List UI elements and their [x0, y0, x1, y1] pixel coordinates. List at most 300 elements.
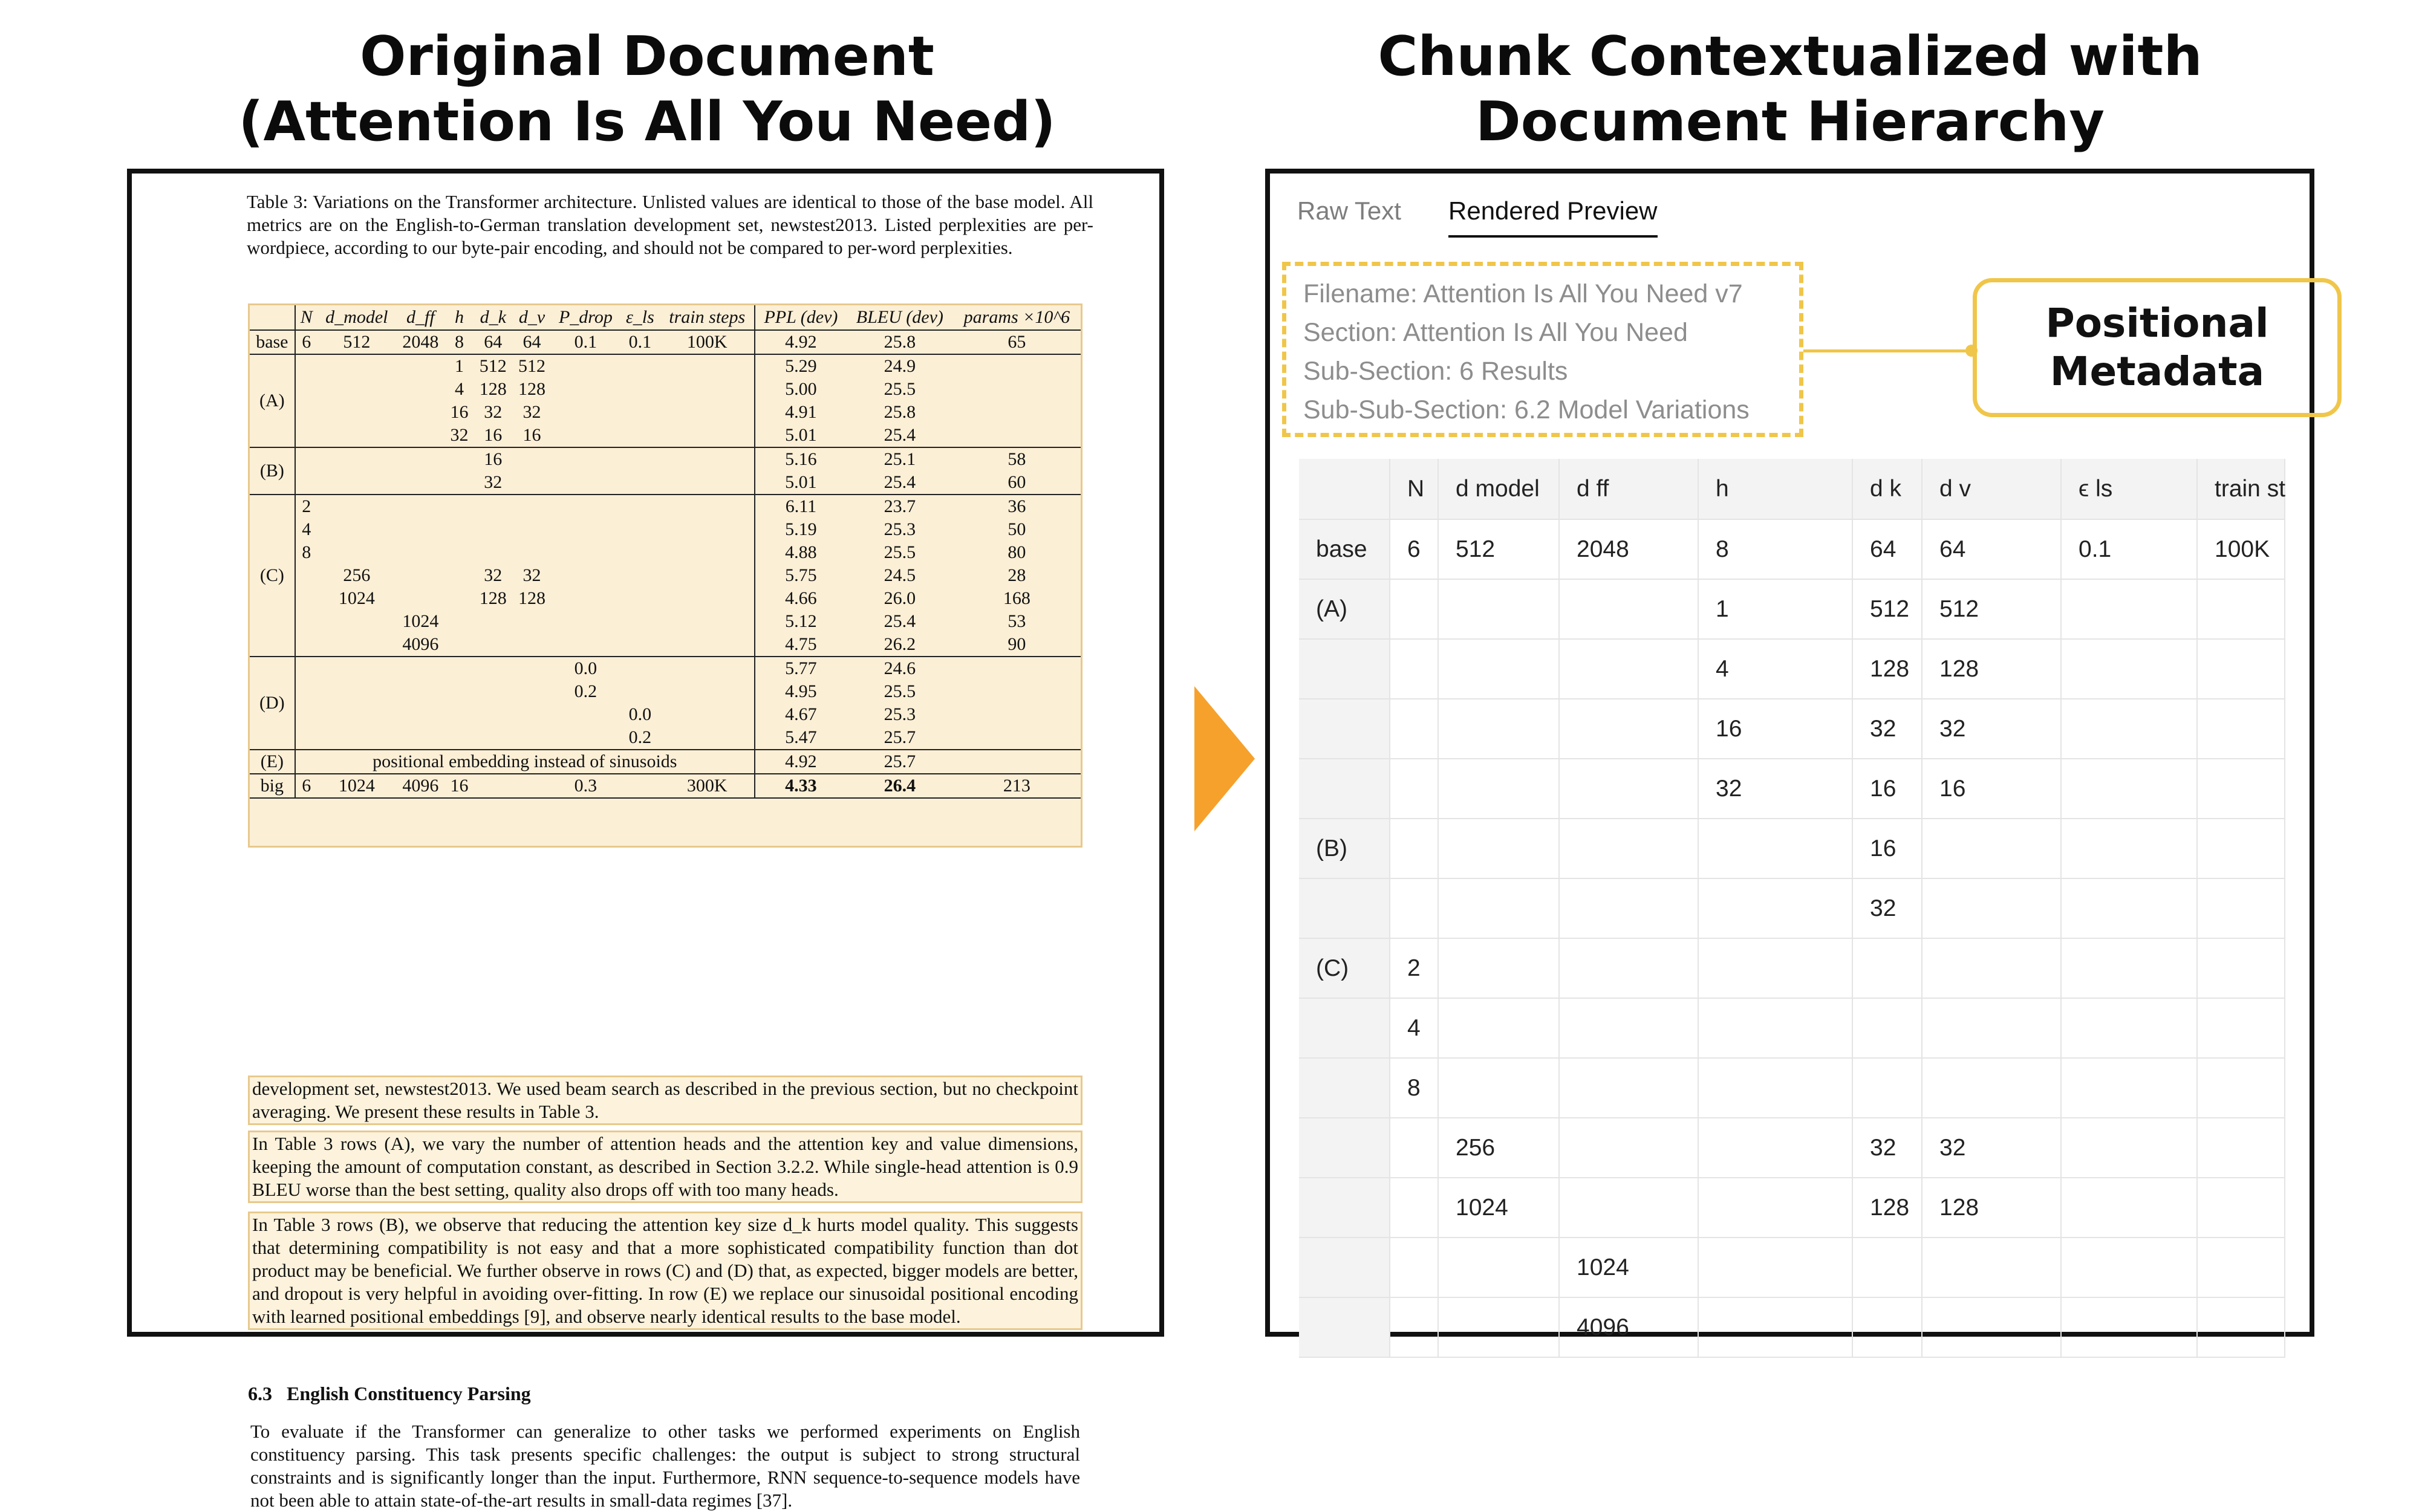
- rendered-table-row: [1299, 699, 2285, 759]
- rendered-table-cell: [1438, 699, 1559, 759]
- rendered-table-cell: [1698, 1058, 1852, 1118]
- paper-table-cell: 1024: [402, 611, 439, 631]
- paper-table-cell: 60: [1008, 472, 1026, 492]
- paper-table-cell: [953, 703, 1081, 726]
- paper-table-cell: 2048: [402, 332, 439, 352]
- paper-table-cell: 2: [295, 495, 317, 518]
- paper-table-cell: [512, 471, 551, 495]
- rendered-table-cell: 256: [1438, 1118, 1559, 1178]
- paper-table-cell: 300K: [660, 774, 755, 798]
- paper-table-cell: [474, 774, 512, 798]
- rendered-table-cell: [1559, 878, 1698, 938]
- rendered-table-row: [1299, 1238, 2285, 1297]
- rendered-table-cell: [2061, 1178, 2197, 1238]
- paper-table-cell: [660, 354, 755, 378]
- paper-table-row: [250, 657, 1081, 680]
- paper-table-cell: [953, 378, 1081, 401]
- paper-table-cell: 32: [484, 402, 503, 422]
- rendered-table-cell: [2197, 579, 2285, 639]
- paper-table-cell: 8: [455, 332, 464, 352]
- paper-table-cell: 25.3: [884, 519, 916, 539]
- paper-table-cell: 4096: [396, 774, 445, 798]
- paper-table-cell: 5.16: [755, 447, 847, 471]
- rendered-table-cell: [2197, 998, 2285, 1058]
- rendered-table-cell: 64: [1922, 519, 2061, 579]
- paper-table-cell: 32: [523, 565, 541, 585]
- rendered-table-cell: [1438, 1058, 1559, 1118]
- positional-metadata-box: [1282, 262, 1803, 437]
- rendered-table-row: [1299, 878, 2285, 938]
- paper-table-cell: [552, 587, 620, 610]
- right-heading-line-1: Chunk Contextualized with: [1378, 25, 2202, 88]
- paper-table-cell: 0.0: [552, 657, 620, 680]
- section-title: English Constituency Parsing: [287, 1383, 531, 1404]
- rendered-table-cell: [1559, 938, 1698, 998]
- paper-table-cell: [512, 657, 551, 680]
- rendered-table-cell: [2197, 699, 2285, 759]
- rendered-table-row: [1299, 1178, 2285, 1238]
- paper-table-cell: [660, 680, 755, 703]
- rendered-table-cell: (A): [1299, 579, 1390, 639]
- left-heading-line-2: (Attention Is All You Need): [238, 90, 1056, 154]
- rendered-table-cell: 16: [1852, 759, 1922, 819]
- paper-table-cell: 5.01: [755, 424, 847, 447]
- paragraph-chunk-2: In Table 3 rows (A), we vary the number of attention heads and the attention key and value dimensions, keeping the amount of computation constant, as described in Section 3.2.2. While single-head attention is 0.9 BLEU worse than the best setting, quality also drops off with too many heads.: [248, 1131, 1083, 1203]
- paper-table-cell: [660, 587, 755, 610]
- paper-table-cell: [660, 424, 755, 447]
- rendered-table-cell: [1390, 579, 1438, 639]
- paper-table-cell: 25.4: [884, 611, 916, 631]
- paper-table-cell: [552, 726, 620, 750]
- paper-table-cell: 64: [523, 332, 541, 352]
- paper-table-header: params ×10^6: [953, 305, 1081, 330]
- rendered-table-cell: [2061, 639, 2197, 699]
- paper-table-cell: 25.5: [884, 681, 916, 701]
- rendered-table-cell: [1299, 1238, 1390, 1297]
- rendered-table-row: [1299, 759, 2285, 819]
- rendered-table-cell: [1698, 1297, 1852, 1357]
- paper-table-cell: [512, 495, 551, 518]
- paper-table-cell: 25.1: [847, 447, 953, 471]
- paper-table-header: d_model: [317, 305, 396, 330]
- rendered-table-cell: [2197, 1178, 2285, 1238]
- paper-table-cell: [512, 447, 551, 471]
- paper-table-cell: 16: [484, 425, 503, 445]
- rendered-table-cell: [1852, 1297, 1922, 1357]
- left-heading-line-1: Original Document: [360, 25, 934, 88]
- rendered-table-cell: [1922, 998, 2061, 1058]
- paper-table-cell: 5.29: [755, 354, 847, 378]
- paper-table-highlight: [248, 303, 1083, 848]
- paper-table-cell: [620, 424, 660, 447]
- paper-table-cell: [317, 354, 396, 378]
- paper-table-cell: [552, 378, 620, 401]
- paper-table-cell: 100K: [686, 332, 728, 352]
- rendered-table-header: d ff: [1559, 459, 1698, 519]
- paper-table-cell: 0.2: [628, 727, 652, 747]
- paper-table-cell: [953, 750, 1081, 774]
- paper-table-cell: 25.4: [884, 425, 916, 445]
- rendered-table-cell: [1438, 938, 1559, 998]
- paper-table-cell: 4.92: [755, 750, 847, 774]
- paper-table-cell: [396, 401, 445, 424]
- paper-table-cell: 5.75: [755, 564, 847, 587]
- rendered-table-cell: [2197, 1058, 2285, 1118]
- paper-table-cell: 4.75: [755, 633, 847, 657]
- paper-table-cell: 16: [445, 774, 474, 798]
- rendered-table-cell: 4096: [1559, 1297, 1698, 1357]
- paper-group-label: (A): [250, 354, 295, 447]
- rendered-table-cell: 100K: [2197, 519, 2285, 579]
- right-heading-line-2: Document Hierarchy: [1475, 90, 2105, 154]
- rendered-table-cell: 512: [1438, 519, 1559, 579]
- right-heading: [1270, 24, 2310, 155]
- rendered-table-container[interactable]: [1299, 459, 2285, 1354]
- paper-table-cell: 512: [512, 354, 551, 378]
- paper-table-row: [250, 541, 1081, 564]
- tab-rendered-preview[interactable]: Rendered Preview: [1448, 187, 1658, 238]
- paper-table-cell: [295, 703, 317, 726]
- rendered-table-cell: [1438, 579, 1559, 639]
- paper-table-cell: [660, 657, 755, 680]
- rendered-table-cell: [2197, 1118, 2285, 1178]
- arrow-right-icon: [1194, 686, 1255, 831]
- rendered-table-cell: [2061, 819, 2197, 878]
- paper-table-cell: [317, 657, 396, 680]
- paper-table-cell: 5.19: [755, 518, 847, 541]
- paper-table-cell: 32: [450, 425, 469, 445]
- original-document-panel: [127, 169, 1164, 1511]
- rendered-table-cell: [1390, 639, 1438, 699]
- paper-table-row: [250, 518, 1081, 541]
- rendered-table-cell: [1390, 1178, 1438, 1238]
- rendered-table-cell: [2061, 1058, 2197, 1118]
- rendered-table-cell: [1559, 1118, 1698, 1178]
- paper-table-cell: [295, 424, 317, 447]
- rendered-table-cell: 1: [1698, 579, 1852, 639]
- paper-table-cell: 25.5: [884, 379, 916, 399]
- paper-table-cell: [295, 680, 317, 703]
- paper-table-cell: [512, 518, 551, 541]
- paragraph-chunk-3: In Table 3 rows (B), we observe that reducing the attention key size d_k hurts model quality. This suggests that determining compatibility is not easy and that a more sophisticated compatibility function than dot product may be beneficial. We further observe in rows (C) and (D) that, as expected, bigger models are better, and dropout is very helpful in avoiding over-fitting. In row (E) we replace our sinusoidal positional encoding with learned positional embeddings [9], and observe nearly identical results to the base model.: [248, 1212, 1083, 1330]
- rendered-table-cell: [1698, 819, 1852, 878]
- rendered-table-header: d v: [1922, 459, 2061, 519]
- paper-table-cell: [317, 424, 396, 447]
- paper-table-cell: [396, 541, 445, 564]
- paper-table-cell: [317, 541, 396, 564]
- rendered-table-cell: [1299, 1178, 1390, 1238]
- rendered-table: [1299, 459, 2285, 1358]
- paper-table-cell: [953, 354, 1081, 378]
- paper-table-cell: [396, 424, 445, 447]
- paper-table-cell: [512, 680, 551, 703]
- paper-table-cell: [660, 633, 755, 657]
- rendered-table-cell: 8: [1390, 1058, 1438, 1118]
- rendered-table-row: [1299, 519, 2285, 579]
- paper-table-cell: 4.95: [755, 680, 847, 703]
- paper-table-row: [250, 354, 1081, 378]
- paper-table-cell: [620, 774, 660, 798]
- rendered-table-cell: 0.1: [2061, 519, 2197, 579]
- paper-table-cell: 64: [484, 332, 503, 352]
- rendered-table-header: [1299, 459, 1390, 519]
- rendered-table-cell: [1698, 938, 1852, 998]
- rendered-table-row: [1299, 579, 2285, 639]
- paper-table-cell: [620, 378, 660, 401]
- paper-table-cell: [620, 680, 660, 703]
- rendered-table-cell: [1438, 1297, 1559, 1357]
- paper-table-header: d_k: [474, 305, 512, 330]
- paper-table-cell: [552, 703, 620, 726]
- paper-table-cell: [474, 610, 512, 633]
- rendered-table-cell: [1299, 1297, 1390, 1357]
- rendered-table-cell: [1698, 998, 1852, 1058]
- rendered-table-cell: [1559, 759, 1698, 819]
- paper-table-cell: [295, 354, 317, 378]
- rendered-table-cell: [2197, 878, 2285, 938]
- rendered-table-cell: [2197, 639, 2285, 699]
- rendered-table-cell: 32: [1852, 699, 1922, 759]
- paper-table-cell: [295, 471, 317, 495]
- paper-table-cell: 26.2: [884, 634, 916, 654]
- rendered-table-cell: [1559, 699, 1698, 759]
- paper-table-cell: 1024: [317, 774, 396, 798]
- paper-table-cell: [445, 518, 474, 541]
- paper-table-cell: [660, 401, 755, 424]
- paper-table-row: [250, 447, 1081, 471]
- connector-line: [1803, 349, 1973, 352]
- paper-table-cell: [317, 495, 396, 518]
- paper-table-cell: 512: [474, 354, 512, 378]
- rendered-table-cell: [2197, 938, 2285, 998]
- paper-table-header: N: [295, 305, 317, 330]
- paper-table-cell: 4096: [402, 634, 439, 654]
- rendered-table-row: [1299, 819, 2285, 878]
- paragraph-body: To evaluate if the Transformer can generalize to other tasks we performed experiments on English constituency parsing. This task presents specific challenges: the output is subject to strong structural constraints and is significantly longer than the input. Furthermore, RNN sequence-to-sequence models have not been able to attain state-of-the-art results in small-data regimes [37].: [250, 1421, 1080, 1511]
- paper-table-header: PPL (dev): [755, 305, 847, 330]
- paper-table-cell: [317, 726, 396, 750]
- rendered-table-cell: [1922, 938, 2061, 998]
- rendered-table-row: [1299, 1118, 2285, 1178]
- rendered-table-cell: [2061, 1238, 2197, 1297]
- rendered-table-cell: [1390, 759, 1438, 819]
- paper-table-cell: [552, 610, 620, 633]
- paper-table-cell: 0.1: [574, 332, 597, 352]
- meta-sub-section: Sub-Section: 6 Results: [1303, 357, 1568, 386]
- rendered-table-cell: [2061, 699, 2197, 759]
- paper-group-label: big: [250, 774, 295, 798]
- paper-table-cell: 25.8: [884, 402, 916, 422]
- paper-table-cell: [396, 680, 445, 703]
- table-caption: Table 3: Variations on the Transformer architecture. Unlisted values are identical to those of the base model. All metrics are on the English-to-German translation development set, newstest2013. Listed perplexities are per-wordpiece, according to our byte-pair encoding, and should not be compared to per-word perplexities.: [247, 191, 1093, 258]
- paper-table-cell: 25.4: [884, 472, 916, 492]
- paper-table-row: [250, 774, 1081, 798]
- rendered-table-cell: 1024: [1438, 1178, 1559, 1238]
- rendered-table-cell: [1299, 998, 1390, 1058]
- rendered-table-cell: [1299, 699, 1390, 759]
- paper-table-cell: [953, 401, 1081, 424]
- paper-table-cell: [474, 633, 512, 657]
- paper-table-cell: 26.4: [847, 774, 953, 798]
- rendered-table-header: d k: [1852, 459, 1922, 519]
- rendered-table-cell: [1390, 699, 1438, 759]
- paper-table-cell: [445, 610, 474, 633]
- rendered-table-cell: [1438, 759, 1559, 819]
- paper-table-row: [250, 726, 1081, 750]
- paper-table-row: [250, 424, 1081, 447]
- rendered-table-cell: [1852, 1058, 1922, 1118]
- paper-table-cell: [445, 726, 474, 750]
- paper-table-cell: 53: [1008, 611, 1026, 631]
- paper-table-cell: [396, 518, 445, 541]
- paper-table-cell: 25.7: [847, 750, 953, 774]
- paper-table-cell: 128: [518, 588, 545, 608]
- paper-table-cell: [512, 703, 551, 726]
- paper-table-cell: 24.6: [847, 657, 953, 680]
- paper-group-label: (C): [250, 495, 295, 657]
- section-heading: [248, 1383, 531, 1405]
- rendered-table-cell: [1559, 639, 1698, 699]
- rendered-table-cell: [2061, 878, 2197, 938]
- paper-group-label: (E): [250, 750, 295, 774]
- rendered-table-cell: [1299, 759, 1390, 819]
- paper-table-cell: 4.67: [755, 703, 847, 726]
- paper-table-cell: [660, 541, 755, 564]
- paper-table-cell: 5.01: [755, 471, 847, 495]
- paper-table-cell: [512, 726, 551, 750]
- paper-table-cell: 4: [302, 519, 311, 539]
- paper-table: [250, 305, 1081, 799]
- paper-table-cell: [953, 726, 1081, 750]
- rendered-table-cell: 8: [1698, 519, 1852, 579]
- rendered-table-cell: 1024: [1559, 1238, 1698, 1297]
- tab-raw-text[interactable]: Raw Text: [1297, 196, 1401, 225]
- paper-table-cell: 58: [953, 447, 1081, 471]
- paper-table-cell: 0.0: [628, 704, 652, 724]
- paper-table-row: [250, 330, 1081, 354]
- paper-table-cell: [620, 354, 660, 378]
- rendered-table-cell: 6: [1390, 519, 1438, 579]
- paper-table-cell: [620, 495, 660, 518]
- rendered-table-cell: [2061, 759, 2197, 819]
- paper-group-label: (D): [250, 657, 295, 750]
- paper-table-cell: [445, 657, 474, 680]
- paper-table-cell: [295, 401, 317, 424]
- paper-table-cell: [552, 401, 620, 424]
- paper-table-cell: 50: [1008, 519, 1026, 539]
- rendered-table-row: [1299, 639, 2285, 699]
- rendered-table-header: N: [1390, 459, 1438, 519]
- paper-table-cell: [295, 633, 317, 657]
- paper-table-row: [250, 401, 1081, 424]
- rendered-table-cell: [1698, 1118, 1852, 1178]
- rendered-table-cell: 128: [1922, 639, 2061, 699]
- paper-table-cell: [445, 587, 474, 610]
- rendered-table-cell: 2: [1390, 938, 1438, 998]
- paper-table-cell: [953, 424, 1081, 447]
- paper-table-row: [250, 471, 1081, 495]
- paper-table-header: ε_ls: [620, 305, 660, 330]
- paper-table-cell: [317, 471, 396, 495]
- paper-table-row: [250, 703, 1081, 726]
- paper-table-cell: [295, 610, 317, 633]
- paper-group-label: base: [250, 330, 295, 354]
- rendered-table-row: [1299, 998, 2285, 1058]
- paper-table-cell: 6.11: [755, 495, 847, 518]
- rendered-table-cell: [1698, 1178, 1852, 1238]
- paper-table-cell: [317, 680, 396, 703]
- rendered-table-cell: [1438, 639, 1559, 699]
- paper-table-cell: [317, 518, 396, 541]
- paper-table-cell: [295, 447, 317, 471]
- paper-table-row: [250, 587, 1081, 610]
- paper-table-header: d_v: [512, 305, 551, 330]
- paper-table-cell: [396, 447, 445, 471]
- paper-table-cell: [552, 354, 620, 378]
- rendered-table-header: train st: [2197, 459, 2285, 519]
- paper-table-cell: [552, 424, 620, 447]
- paper-table-cell: 4.33: [755, 774, 847, 798]
- paper-table-cell: 256: [343, 565, 371, 585]
- paper-table-cell: [660, 447, 755, 471]
- rendered-table-cell: [1852, 1238, 1922, 1297]
- paper-table-header: [250, 305, 295, 330]
- rendered-table-cell: 512: [1852, 579, 1922, 639]
- rendered-table-cell: 64: [1852, 519, 1922, 579]
- paper-table-cell: [620, 633, 660, 657]
- paper-table-cell: [660, 378, 755, 401]
- paper-table-cell: [512, 541, 551, 564]
- rendered-table-cell: 16: [1698, 699, 1852, 759]
- paper-table-cell: 128: [479, 588, 507, 608]
- rendered-table-row: [1299, 938, 2285, 998]
- paper-table-cell: [396, 657, 445, 680]
- rendered-table-cell: 512: [1922, 579, 2061, 639]
- paper-table-cell: 0.2: [574, 681, 597, 701]
- paper-table-cell: [317, 447, 396, 471]
- paper-table-cell: [620, 518, 660, 541]
- meta-filename: Filename: Attention Is All You Need v7: [1303, 279, 1743, 308]
- paper-table-cell: [512, 774, 551, 798]
- paper-table-cell: 80: [1008, 542, 1026, 562]
- rendered-table-cell: [1698, 878, 1852, 938]
- paper-table-cell: [445, 680, 474, 703]
- paper-table-cell: [474, 703, 512, 726]
- paper-table-cell: [660, 471, 755, 495]
- paper-table-cell: 26.0: [884, 588, 916, 608]
- paper-table-cell: [396, 495, 445, 518]
- paper-table-cell: [317, 703, 396, 726]
- paper-table-cell: [317, 633, 396, 657]
- rendered-table-cell: [1390, 1238, 1438, 1297]
- rendered-table-cell: [1559, 819, 1698, 878]
- paper-table-cell: 213: [953, 774, 1081, 798]
- paper-table-cell: 24.5: [884, 565, 916, 585]
- rendered-table-cell: 32: [1922, 699, 2061, 759]
- paper-table-row: [250, 564, 1081, 587]
- paper-table-row: [250, 378, 1081, 401]
- rendered-table-cell: (C): [1299, 938, 1390, 998]
- rendered-table-header: ϵ ls: [2061, 459, 2197, 519]
- positional-metadata-callout: [1973, 278, 2342, 417]
- paper-table-cell: 90: [1008, 634, 1026, 654]
- paper-table-cell: 4: [455, 379, 464, 399]
- rendered-table-cell: 4: [1698, 639, 1852, 699]
- paper-table-cell: [953, 657, 1081, 680]
- paper-table-cell: [620, 610, 660, 633]
- paper-table-cell: [445, 495, 474, 518]
- rendered-table-cell: 32: [1852, 878, 1922, 938]
